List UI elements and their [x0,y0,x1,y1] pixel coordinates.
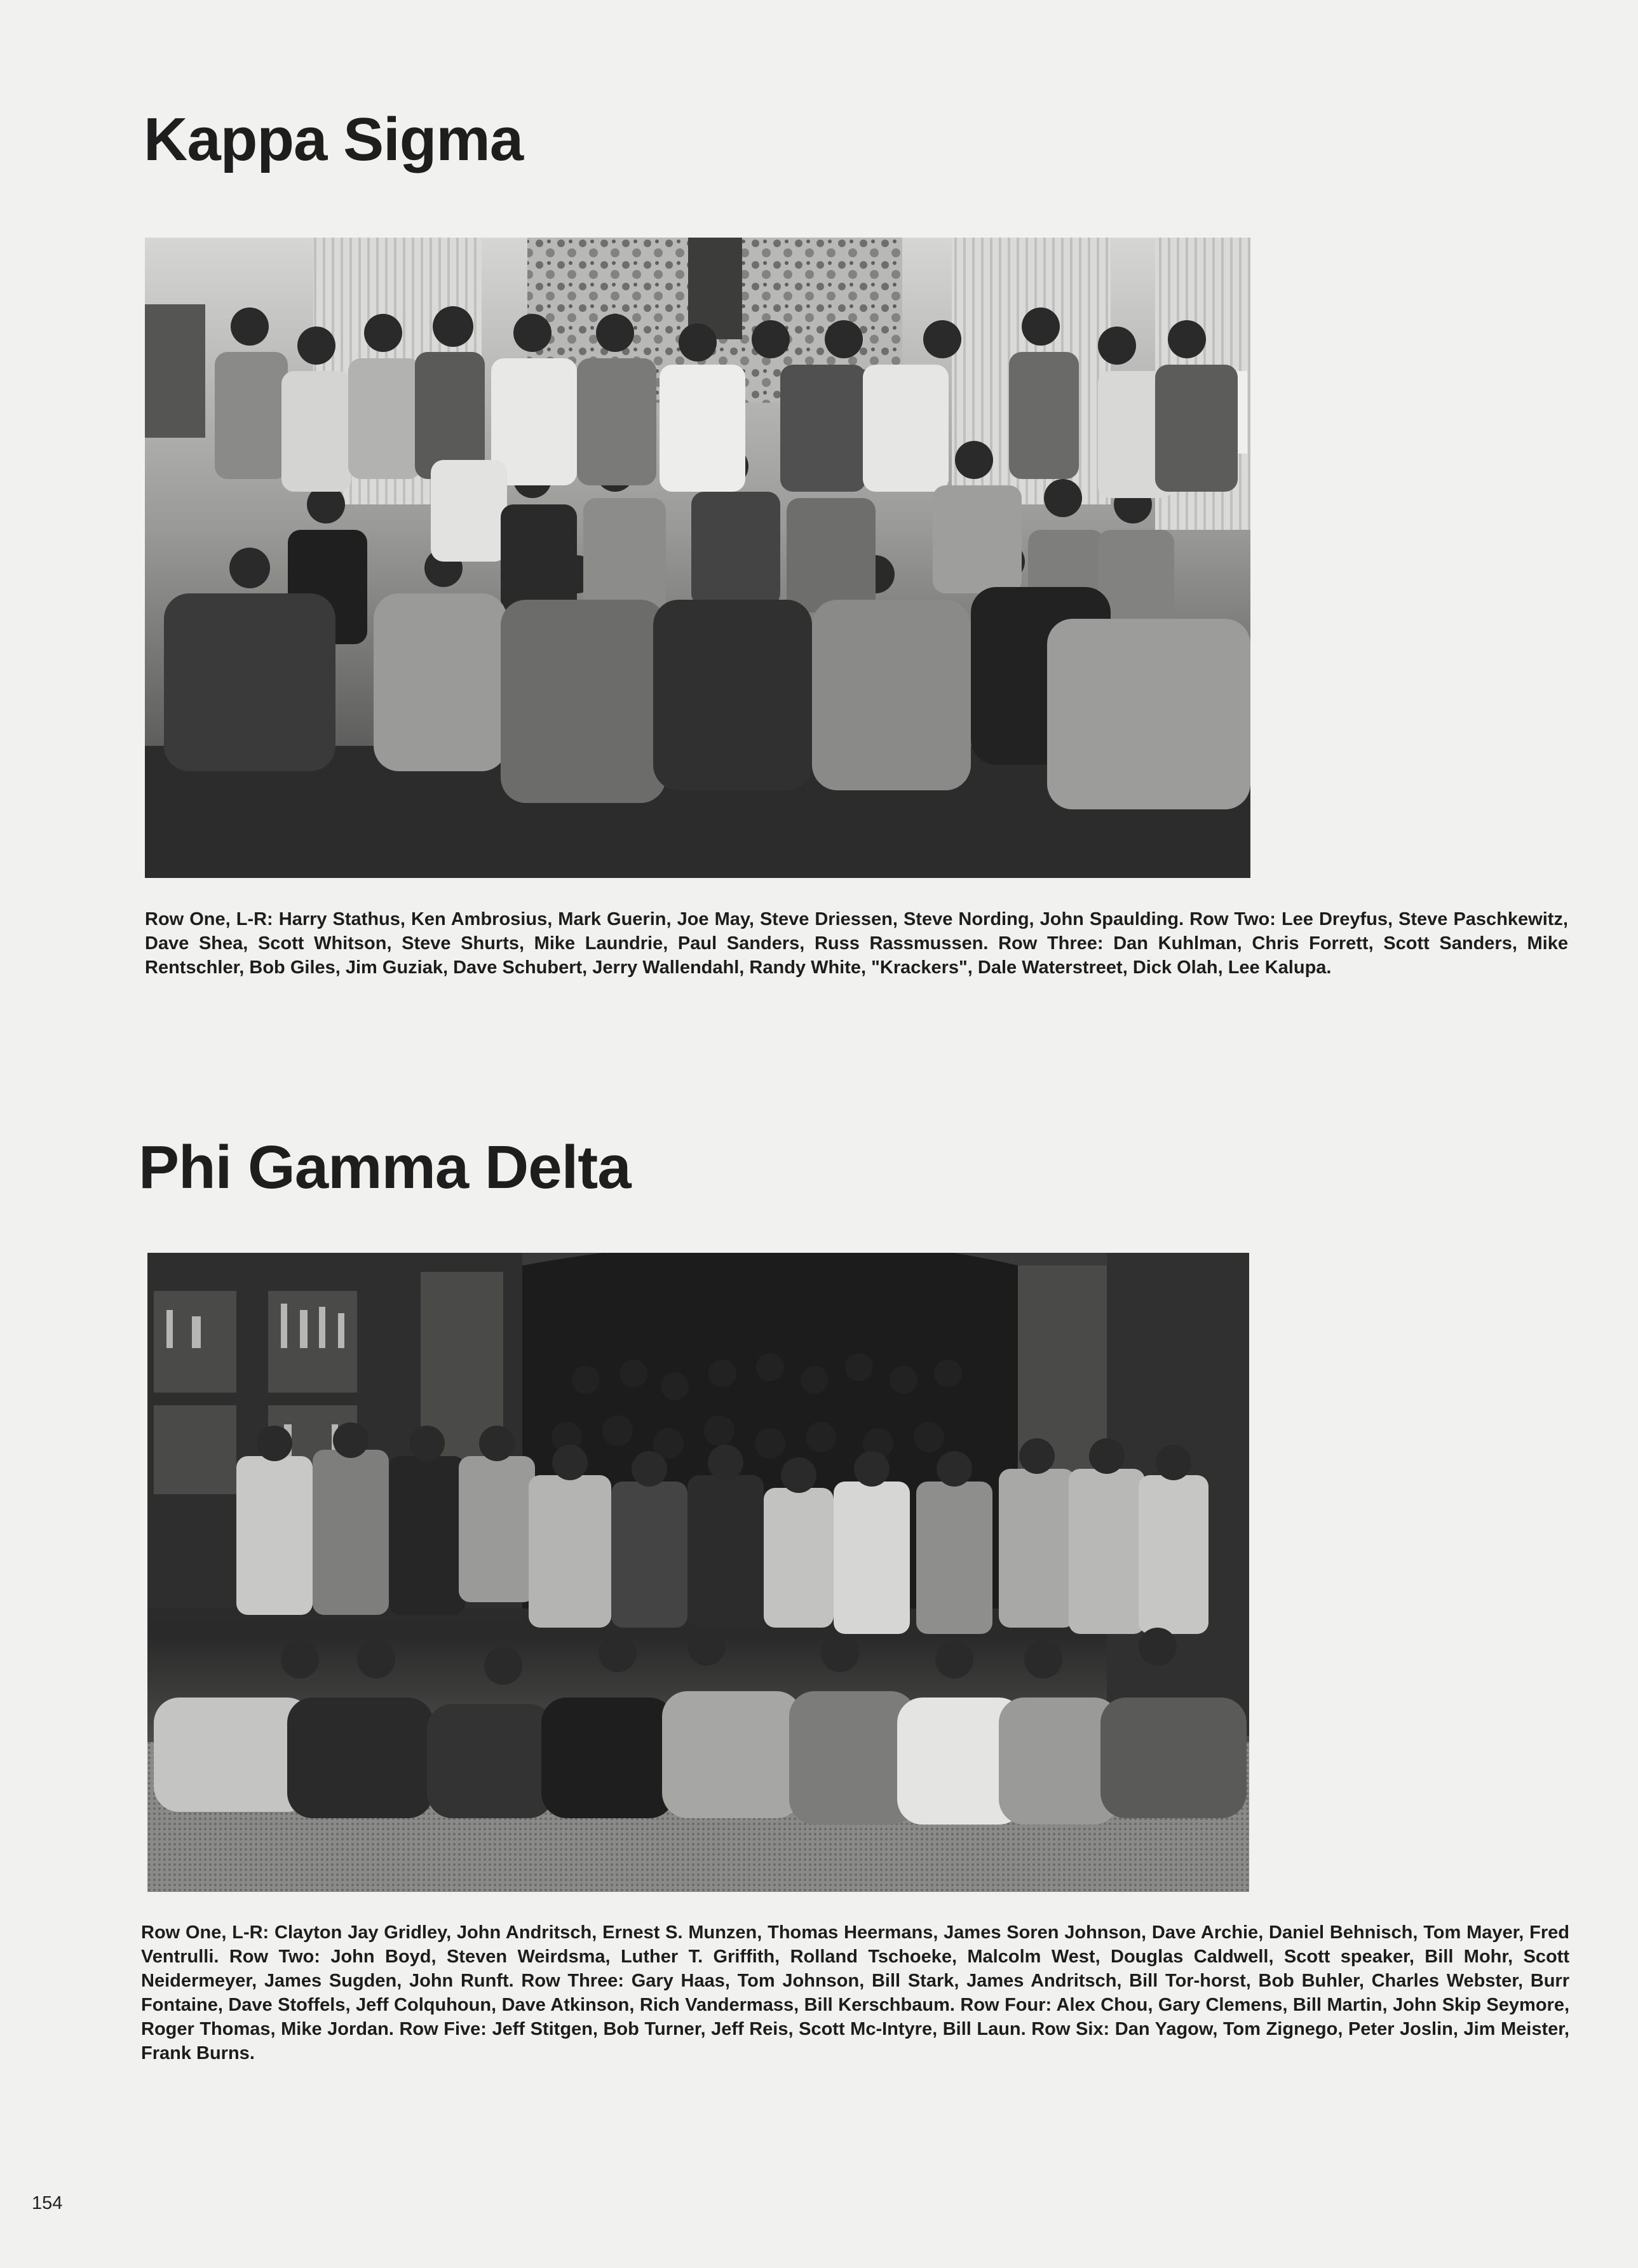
group-photo-kappa-sigma [145,238,1250,878]
caption-kappa-sigma: Row One, L-R: Harry Stathus, Ken Ambrosius, Mark Guerin, Joe May, Steve Driessen, Steve Nording, John Spaulding. Row Two: Lee Dreyfus, Steve Paschkewitz, Dave Shea, Scott Whitson, Steve Shurts, Mike Laundrie, Paul Sanders, Russ Rassmussen. Row Three: Dan Kuhlman, Chris Forrett, Scott Sanders, Mike Rentschler, Bob Giles, Jim Guziak, Dave Schubert, Jerry Wallendahl, Randy White, "Krackers", Dale Waterstreet, Dick Olah, Lee Kalupa. [145,909,1568,978]
page-number: 154 [32,2193,63,2213]
section-title-kappa-sigma: Kappa Sigma [144,105,524,173]
group-photo-phi-gamma-delta [147,1253,1249,1892]
section-title-phi-gamma-delta: Phi Gamma Delta [139,1133,631,1201]
caption-phi-gamma-delta: Row One, L-R: Clayton Jay Gridley, John Andritsch, Ernest S. Munzen, Thomas Heermans, James Soren Johnson, Dave Archie, Daniel Behnisch, Tom Mayer, Fred Ventrulli. Row Two: John Boyd, Steven Weirdsma, Luther T. Griffith, Rolland Tschoeke, Malcolm West, Douglas Caldwell, Scott speaker, Bill Mohr, Scott Neidermeyer, James Sugden, John Runft. Row Three: Gary Haas, Tom Johnson, Bill Stark, James Andritsch, Bill Tor-horst, Bob Buhler, Charles Webster, Burr Fontaine, Dave Stoffels, Jeff Colquhoun, Dave Atkinson, Rich Vandermass, Bill Kerschbaum. Row Four: Alex Chou, Gary Clemens, Bill Martin, John Skip Seymore, Roger Thomas, Mike Jordan. Row Five: Jeff Stitgen, Bob Turner, Jeff Reis, Scott Mc-Intyre, Bill Laun. Row Six: Dan Yagow, Tom Zignego, Peter Joslin, Jim Meister, Frank Burns. [141,1922,1569,2063]
